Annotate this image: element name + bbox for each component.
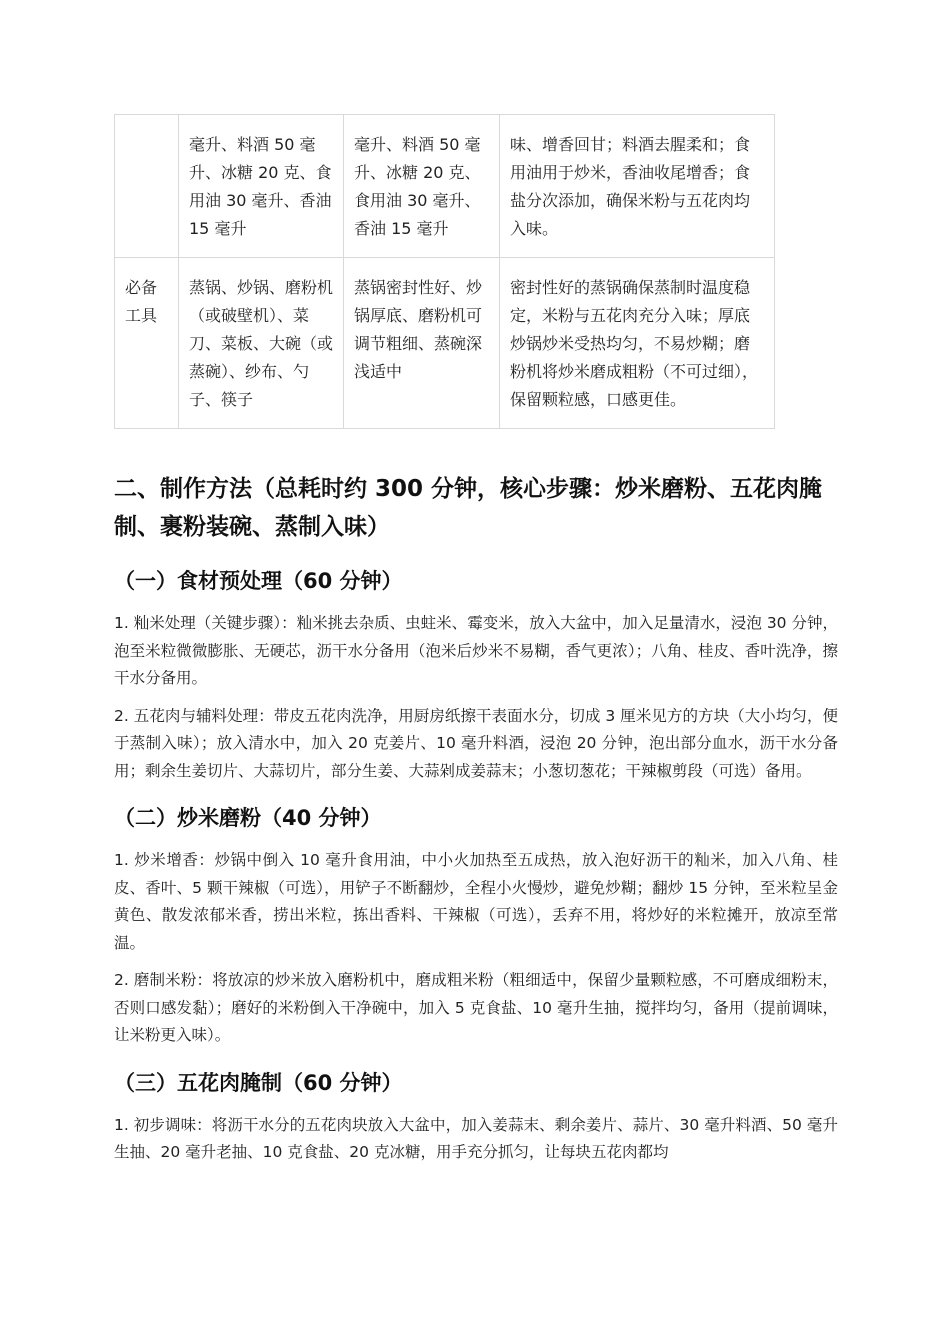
step-paragraph: 2. 磨制米粉：将放凉的炒米放入磨粉机中，磨成粗米粉（粗细适中，保留少量颗粒感，不可磨成细粉末，否则口感发黏）；磨好的米粉倒入干净碗中，加入 5 克食盐、10 毫升生抽，搅拌均匀，备用（提前调味，让米粉更入味）。 [114,971,838,1044]
step-paragraph: 2. 五花肉与辅料处理：带皮五花肉洗净，用厨房纸擦干表面水分，切成 3 厘米见方的方块（大小均匀，便于蒸制入味）；放入清水中，加入 20 克姜片、10 毫升料酒，浸泡 20 分钟，泡出部分血水，沥干水分备用；剩余生姜切片、大蒜切片，部分生姜、大蒜剁成姜蒜末；小葱切葱花；干辣椒剪段（可选）备用。 [114,706,838,780]
subsection-title: （一）食材预处理（60 分钟） [114,569,403,593]
table-cell: 毫升、料酒 50 毫升、冰糖 20 克、食用油 30 毫升、香油 15 毫升 [179,115,344,258]
table-cell: 毫升、料酒 50 毫升、冰糖 20 克、食用油 30 毫升、香油 15 毫升 [344,115,500,258]
table-cell [115,115,179,258]
section-title: 二、制作方法（总耗时约 300 分钟，核心步骤：炒米磨粉、五花肉腌制、裹粉装碗、蒸制入味） [114,476,823,540]
subsection-rice-powder [114,803,838,1050]
table-cell: 味、增香回甘；料酒去腥柔和；食用油用于炒米，香油收尾增香；食盐分次添加，确保米粉与五花肉均入味。 [500,115,775,258]
subsection-title: （三）五花肉腌制（60 分钟） [114,1070,403,1095]
table-cell-category: 必备工具 [115,258,179,429]
table-row [115,115,775,258]
subsection-title: （二）炒米磨粉（40 分钟） [114,806,382,830]
table-cell: 蒸锅密封性好、炒锅厚底、磨粉机可调节粗细、蒸碗深浅适中 [344,258,500,429]
subsection-marinate [114,1068,838,1167]
table-row [115,258,775,429]
subsection-prep [114,566,838,785]
step-paragraph: 1. 籼米处理（关键步骤）：籼米挑去杂质、虫蛀米、霉变米，放入大盆中，加入足量清水，浸泡 30 分钟，泡至米粒微微膨胀、无硬芯，沥干水分备用（泡米后炒米不易糊，香气更浓）；八角、桂皮、香叶洗净，擦干水分备用。 [114,614,838,687]
table-cell: 密封性好的蒸锅确保蒸制时温度稳定，米粉与五花肉充分入味；厚底炒锅炒米受热均匀，不易炒糊；磨粉机将炒米磨成粗粉（不可过细），保留颗粒感，口感更佳。 [500,258,775,429]
ingredients-tools-table [114,114,775,429]
method-content [114,470,838,1185]
step-paragraph: 1. 炒米增香：炒锅中倒入 10 毫升食用油，中小火加热至五成热，放入泡好沥干的籼米，加入八角、桂皮、香叶、5 颗干辣椒（可选），用铲子不断翻炒，全程小火慢炒，避免炒糊；翻炒 15 分钟，至米粒呈金黄色、散发浓郁米香，捞出米粒，拣出香料、干辣椒（可选），丢弃不用，将炒好的米粒摊开，放凉至常温。 [114,851,838,952]
table-cell: 蒸锅、炒锅、磨粉机（或破壁机）、菜刀、菜板、大碗（或蒸碗）、纱布、勺子、筷子 [179,258,344,429]
step-paragraph: 1. 初步调味：将沥干水分的五花肉块放入大盆中，加入姜蒜末、剩余姜片、蒜片、30 毫升料酒、50 毫升生抽、20 毫升老抽、10 克食盐、20 克冰糖，用手充分抓匀，让每块五花肉都均 [114,1115,838,1161]
